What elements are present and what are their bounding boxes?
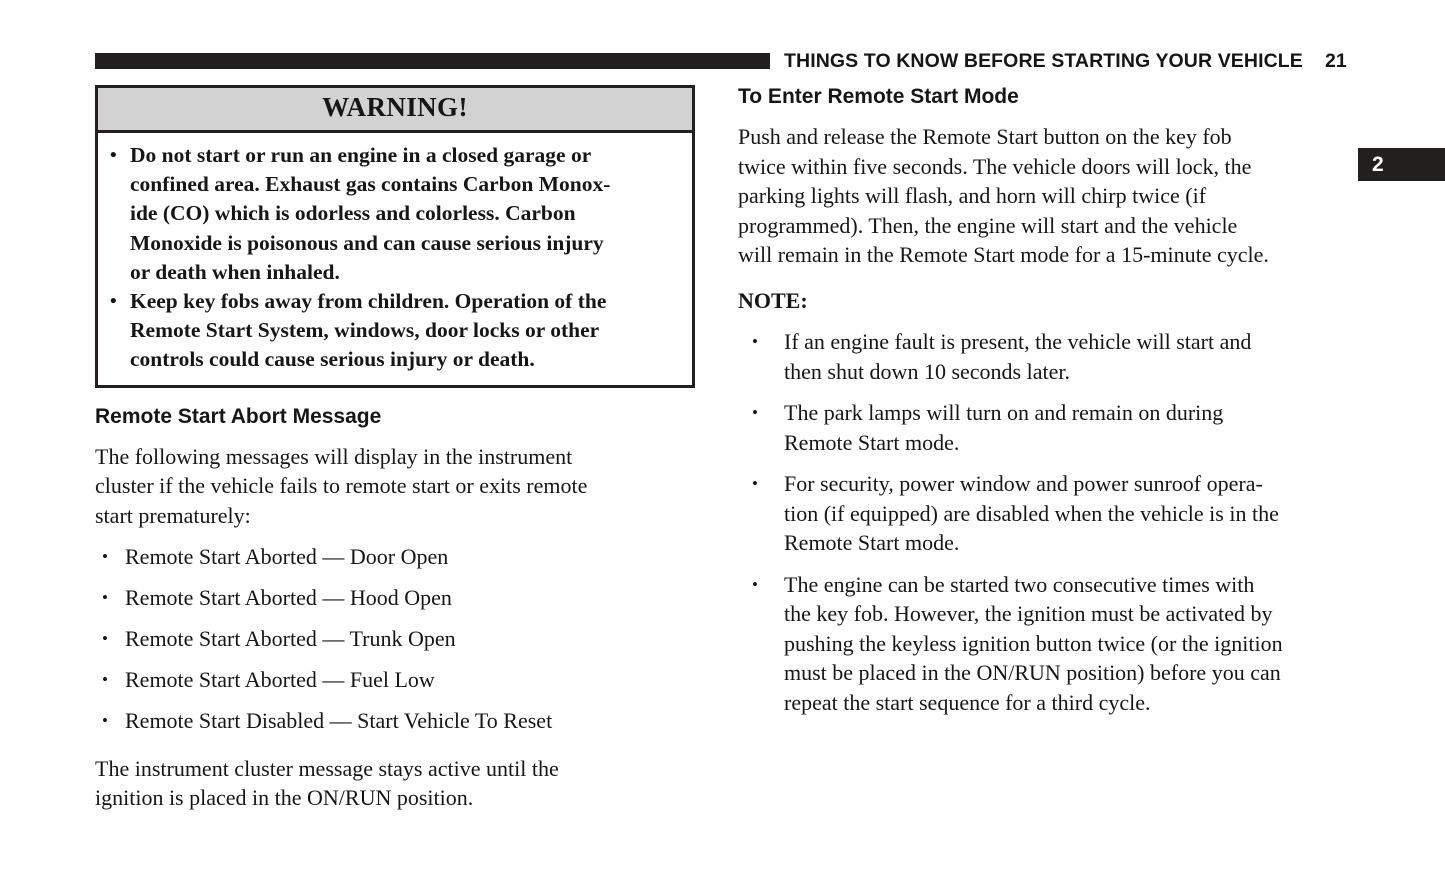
note-list: [738, 327, 1343, 717]
bullet-icon: •: [752, 332, 758, 351]
bullet-icon: •: [102, 547, 108, 567]
bullet-icon: •: [102, 670, 108, 690]
list-item: [95, 542, 695, 572]
warning-box-body: [98, 133, 692, 385]
list-item: [738, 327, 1343, 386]
list-item: [95, 583, 695, 613]
abort-message-list: [95, 542, 695, 736]
bullet-icon: •: [752, 574, 758, 594]
enter-mode-paragraph: Push and release the Remote Start button on the key fob twice within five seconds. The vehicle doors will lock, the parking lights will flash, and horn will chirp twice (if programmed). Then, the engine will start and the vehicle will remain in the Remote Start mode for a 15-minute cycle.: [738, 124, 1269, 267]
bullet-icon: •: [102, 711, 108, 731]
list-item-text: For security, power window and power sunroof opera- tion (if equipped) are disabled when the vehicle is in the Remote Start mode.: [784, 471, 1279, 555]
page-number: 21: [1325, 50, 1347, 72]
list-item-text: The engine can be started two consecutive times with the key fob. However, the ignition must be activated by pushing the keyless ignition button twice (or the ignition must be placed in the ON/RUN position) before you can repeat the start sequence for a third cycle.: [784, 571, 1283, 715]
warning-item-text: Keep key fobs away from children. Operation of the Remote Start System, windows, door locks or other controls could cause serious injury or death.: [130, 289, 607, 372]
warning-box: [95, 85, 695, 388]
warning-title: WARNING!: [322, 92, 468, 122]
note-label: NOTE:: [738, 287, 808, 313]
bullet-icon: •: [110, 145, 117, 166]
warning-item-text: Do not start or run an engine in a closed garage or confined area. Exhaust gas contains Carbon Monox- ide (CO) which is odorless and colorless. Carbon Monoxide is poisonous and can cause serious injury or death when inhaled.: [130, 143, 611, 284]
list-item-text: If an engine fault is present, the vehicle will start and then shut down 10 seconds later.: [784, 329, 1252, 384]
list-item-label: Remote Start Aborted — Trunk Open: [125, 626, 456, 652]
section-heading-abort-message: Remote Start Abort Message: [95, 404, 382, 428]
bullet-icon: •: [752, 474, 758, 493]
bullet-icon: •: [110, 291, 117, 313]
left-column: [95, 85, 695, 813]
list-item: [738, 570, 1343, 718]
list-item: [95, 665, 695, 695]
list-item: [95, 624, 695, 654]
page-title: THINGS TO KNOW BEFORE STARTING YOUR VEHICLE: [784, 50, 1303, 72]
list-item: [738, 398, 1343, 457]
header-rule-bar: [95, 53, 770, 69]
list-item-text: The park lamps will turn on and remain on during Remote Start mode.: [784, 400, 1224, 455]
list-item-label: Remote Start Aborted — Door Open: [125, 544, 449, 570]
list-item: [738, 469, 1343, 558]
running-header: [0, 0, 1445, 78]
right-column: [738, 85, 1343, 729]
warning-box-header: [98, 88, 692, 133]
warning-list-item: [106, 287, 678, 375]
section-heading-enter-remote-start-mode: To Enter Remote Start Mode: [738, 85, 1019, 108]
list-item-label: Remote Start Disabled — Start Vehicle To Reset: [125, 708, 553, 734]
bullet-icon: •: [752, 403, 758, 422]
bullet-icon: •: [102, 629, 108, 649]
list-item: [95, 706, 695, 736]
abort-outro-paragraph: The instrument cluster message stays active until the ignition is placed in the ON/RUN position.: [95, 755, 559, 811]
list-item-label: Remote Start Aborted — Hood Open: [125, 585, 452, 611]
chapter-tab-number: 2: [1372, 153, 1384, 176]
chapter-tab: [1358, 148, 1445, 181]
warning-list-item: [106, 141, 678, 287]
abort-intro-paragraph: The following messages will display in the instrument cluster if the vehicle fails to remote start or exits remote start prematurely:: [95, 443, 588, 528]
bullet-icon: •: [102, 588, 108, 608]
list-item-label: Remote Start Aborted — Fuel Low: [125, 667, 435, 693]
